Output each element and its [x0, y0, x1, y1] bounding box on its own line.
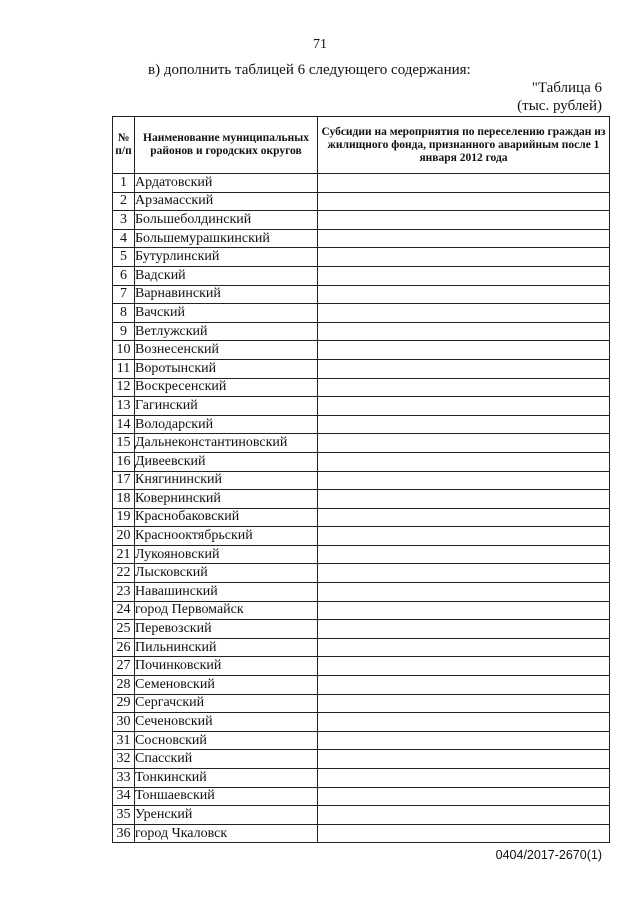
table-row: [113, 508, 610, 527]
municipality-name: Уренский: [135, 806, 318, 825]
table-row: [113, 769, 610, 788]
subsidy-value: [318, 750, 610, 769]
municipality-name: Краснобаковский: [135, 508, 318, 527]
municipality-name: Володарский: [135, 415, 318, 434]
table-row: [113, 415, 610, 434]
row-number: 16: [113, 452, 135, 471]
table-row: [113, 285, 610, 304]
municipality-name: Гагинский: [135, 397, 318, 416]
table-row: [113, 490, 610, 509]
subsidy-value: [318, 806, 610, 825]
row-number: 25: [113, 620, 135, 639]
municipality-name: Сосновский: [135, 731, 318, 750]
header-municipality: Наименование муниципальных районов и городских округов: [135, 117, 318, 174]
subsidy-value: [318, 397, 610, 416]
municipality-name: Сеченовский: [135, 713, 318, 732]
subsidy-value: [318, 229, 610, 248]
municipality-name: Ветлужский: [135, 322, 318, 341]
table-row: [113, 583, 610, 602]
municipality-name: Большемурашкинский: [135, 229, 318, 248]
municipality-name: Спасский: [135, 750, 318, 769]
subsidy-value: [318, 304, 610, 323]
municipality-name: Тонкинский: [135, 769, 318, 788]
subsidy-value: [318, 769, 610, 788]
row-number: 29: [113, 694, 135, 713]
subsidy-value: [318, 452, 610, 471]
table-row: [113, 359, 610, 378]
table-row: [113, 620, 610, 639]
row-number: 28: [113, 676, 135, 695]
municipality-name: Княгининский: [135, 471, 318, 490]
municipality-name: Сергачский: [135, 694, 318, 713]
row-number: 17: [113, 471, 135, 490]
subsidy-value: [318, 434, 610, 453]
row-number: 5: [113, 248, 135, 267]
subsidy-value: [318, 824, 610, 843]
row-number: 34: [113, 787, 135, 806]
municipality-name: Ардатовский: [135, 174, 318, 193]
row-number: 31: [113, 731, 135, 750]
row-number: 1: [113, 174, 135, 193]
municipality-name: Лукояновский: [135, 545, 318, 564]
row-number: 18: [113, 490, 135, 509]
table-row: [113, 638, 610, 657]
municipality-name: Большеболдинский: [135, 211, 318, 230]
table-row: [113, 452, 610, 471]
row-number: 30: [113, 713, 135, 732]
table-row: [113, 434, 610, 453]
row-number: 7: [113, 285, 135, 304]
table-row: [113, 322, 610, 341]
municipality-name: Вачский: [135, 304, 318, 323]
table-row: [113, 694, 610, 713]
municipality-name: Семеновский: [135, 676, 318, 695]
table-row: [113, 471, 610, 490]
municipality-name: город Первомайск: [135, 601, 318, 620]
subsidy-value: [318, 248, 610, 267]
table-row: [113, 824, 610, 843]
table-unit: (тыс. рублей): [517, 98, 602, 114]
subsidy-value: [318, 564, 610, 583]
table-row: [113, 676, 610, 695]
table-row: [113, 806, 610, 825]
table-row: [113, 192, 610, 211]
municipality-name: Воскресенский: [135, 378, 318, 397]
subsidy-value: [318, 285, 610, 304]
subsidy-table: [112, 116, 610, 843]
header-subsidy: Субсидии на мероприятия по переселению граждан из жилищного фонда, признанного аварийным после 1 января 2012 года: [318, 117, 610, 174]
municipality-name: Краснооктябрьский: [135, 527, 318, 546]
subsidy-value: [318, 359, 610, 378]
table-row: [113, 657, 610, 676]
table-row: [113, 304, 610, 323]
table-row: [113, 174, 610, 193]
table-row: [113, 601, 610, 620]
subsidy-value: [318, 341, 610, 360]
row-number: 27: [113, 657, 135, 676]
municipality-name: Починковский: [135, 657, 318, 676]
table-row: [113, 378, 610, 397]
row-number: 14: [113, 415, 135, 434]
municipality-name: Ковернинский: [135, 490, 318, 509]
document-code: 0404/2017-2670(1): [495, 848, 602, 862]
table-row: [113, 266, 610, 285]
table-header-row: [113, 117, 610, 174]
row-number: 15: [113, 434, 135, 453]
table-row: [113, 397, 610, 416]
table-row: [113, 229, 610, 248]
subsidy-value: [318, 192, 610, 211]
row-number: 12: [113, 378, 135, 397]
row-number: 9: [113, 322, 135, 341]
municipality-name: Вадский: [135, 266, 318, 285]
municipality-name: Дальнеконстантиновский: [135, 434, 318, 453]
row-number: 10: [113, 341, 135, 360]
municipality-name: Пильнинский: [135, 638, 318, 657]
municipality-name: Варнавинский: [135, 285, 318, 304]
table-row: [113, 787, 610, 806]
row-number: 11: [113, 359, 135, 378]
row-number: 20: [113, 527, 135, 546]
table-row: [113, 211, 610, 230]
row-number: 8: [113, 304, 135, 323]
table-row: [113, 564, 610, 583]
row-number: 36: [113, 824, 135, 843]
row-number: 13: [113, 397, 135, 416]
subsidy-value: [318, 638, 610, 657]
subsidy-value: [318, 266, 610, 285]
row-number: 21: [113, 545, 135, 564]
municipality-name: Дивеевский: [135, 452, 318, 471]
row-number: 22: [113, 564, 135, 583]
municipality-name: Арзамасский: [135, 192, 318, 211]
municipality-name: Воротынский: [135, 359, 318, 378]
municipality-name: город Чкаловск: [135, 824, 318, 843]
header-number: № п/п: [113, 117, 135, 174]
row-number: 35: [113, 806, 135, 825]
row-number: 6: [113, 266, 135, 285]
table-row: [113, 750, 610, 769]
subsidy-value: [318, 378, 610, 397]
subsidy-value: [318, 713, 610, 732]
municipality-name: Бутурлинский: [135, 248, 318, 267]
table-row: [113, 731, 610, 750]
subsidy-value: [318, 676, 610, 695]
table-row: [113, 248, 610, 267]
table-caption: "Таблица 6: [531, 80, 602, 96]
row-number: 26: [113, 638, 135, 657]
municipality-name: Перевозский: [135, 620, 318, 639]
municipality-name: Тоншаевский: [135, 787, 318, 806]
table-body: [113, 174, 610, 843]
municipality-name: Навашинский: [135, 583, 318, 602]
subsidy-value: [318, 322, 610, 341]
subsidy-value: [318, 787, 610, 806]
table-row: [113, 341, 610, 360]
municipality-name: Лысковский: [135, 564, 318, 583]
subsidy-value: [318, 620, 610, 639]
subsidy-value: [318, 601, 610, 620]
subsidy-value: [318, 508, 610, 527]
subsidy-value: [318, 657, 610, 676]
row-number: 2: [113, 192, 135, 211]
subsidy-value: [318, 174, 610, 193]
subsidy-value: [318, 211, 610, 230]
subsidy-value: [318, 583, 610, 602]
page-number: 71: [313, 37, 327, 52]
subsidy-value: [318, 527, 610, 546]
table-row: [113, 545, 610, 564]
subsidy-value: [318, 490, 610, 509]
row-number: 24: [113, 601, 135, 620]
table-row: [113, 527, 610, 546]
row-number: 19: [113, 508, 135, 527]
intro-text: в) дополнить таблицей 6 следующего содержания:: [148, 62, 471, 78]
subsidy-value: [318, 471, 610, 490]
subsidy-value: [318, 545, 610, 564]
row-number: 3: [113, 211, 135, 230]
subsidy-value: [318, 731, 610, 750]
row-number: 32: [113, 750, 135, 769]
subsidy-value: [318, 415, 610, 434]
row-number: 33: [113, 769, 135, 788]
table-row: [113, 713, 610, 732]
row-number: 23: [113, 583, 135, 602]
row-number: 4: [113, 229, 135, 248]
subsidy-value: [318, 694, 610, 713]
municipality-name: Вознесенский: [135, 341, 318, 360]
